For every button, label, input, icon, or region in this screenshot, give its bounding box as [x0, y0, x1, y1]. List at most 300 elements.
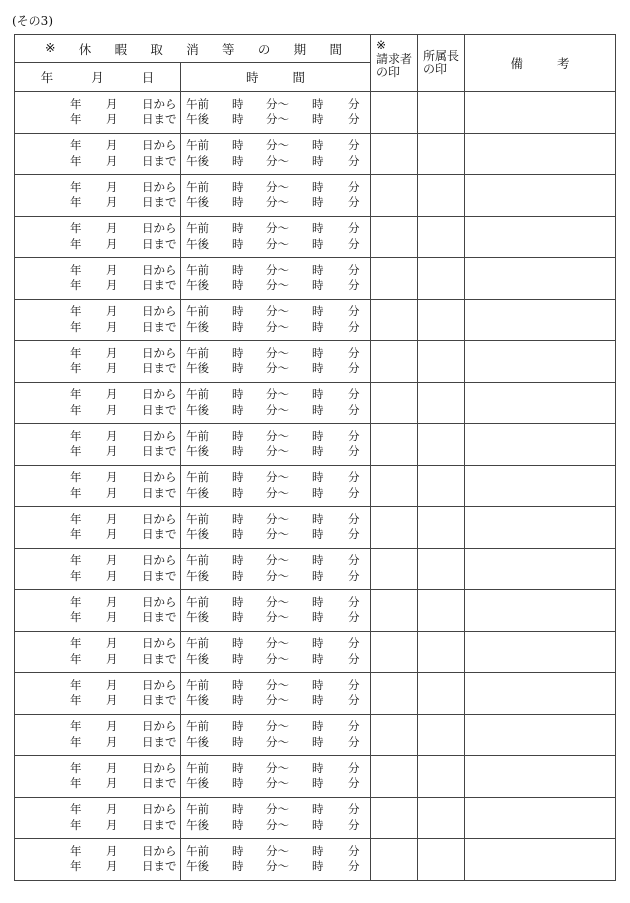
month-label: 月: [106, 568, 118, 583]
minute-label: 分: [348, 610, 360, 625]
hour-label: 時: [232, 553, 244, 568]
day-label: 日から: [142, 428, 177, 443]
hour-label: 時: [312, 319, 324, 334]
remarks-cell[interactable]: [465, 465, 616, 507]
date-cell[interactable]: [15, 175, 181, 217]
year-label: 年: [70, 594, 82, 609]
year-label: 年: [70, 677, 82, 692]
table-row: [15, 548, 616, 590]
hour-label: 時: [232, 195, 244, 210]
minute-label: 分〜: [266, 568, 289, 583]
minute-label: 分: [348, 651, 360, 666]
requester-seal-cell[interactable]: [371, 216, 418, 258]
day-label: 日まで: [142, 485, 177, 500]
date-cell[interactable]: [15, 216, 181, 258]
hour-label: 時: [312, 444, 324, 459]
minute-label: 分〜: [266, 734, 289, 749]
year-label: 年: [70, 345, 82, 360]
minute-label: 分〜: [266, 179, 289, 194]
ampm-label: 午前: [186, 387, 209, 402]
month-label: 月: [106, 470, 118, 485]
day-label: 日まで: [142, 568, 177, 583]
minute-label: 分〜: [266, 527, 289, 542]
year-label: 年: [70, 278, 82, 293]
remarks-cell[interactable]: [465, 341, 616, 383]
year-label: 年: [70, 402, 82, 417]
minute-label: 分: [348, 568, 360, 583]
year-label: 年: [70, 817, 82, 832]
requester-seal-cell[interactable]: [371, 258, 418, 300]
hour-label: 時: [312, 610, 324, 625]
requester-seal-cell[interactable]: [371, 424, 418, 466]
minute-label: 分〜: [266, 319, 289, 334]
day-label: 日まで: [142, 527, 177, 542]
minute-label: 分: [348, 153, 360, 168]
remarks-cell[interactable]: [465, 424, 616, 466]
minute-label: 分〜: [266, 511, 289, 526]
hour-label: 時: [312, 843, 324, 858]
date-cell[interactable]: [15, 839, 181, 881]
time-cell[interactable]: [181, 673, 371, 715]
ampm-label: 午前: [186, 636, 209, 651]
requester-seal-cell[interactable]: [371, 673, 418, 715]
hour-label: 時: [312, 470, 324, 485]
year-label: 年: [70, 693, 82, 708]
minute-label: 分〜: [266, 402, 289, 417]
manager-seal-cell[interactable]: [418, 797, 465, 839]
requester-seal-cell[interactable]: [371, 382, 418, 424]
requester-seal-cell[interactable]: [371, 299, 418, 341]
minute-label: 分: [348, 304, 360, 319]
month-label: 月: [106, 319, 118, 334]
minute-label: 分: [348, 361, 360, 376]
remarks-cell[interactable]: [465, 548, 616, 590]
manager-seal-cell[interactable]: [418, 631, 465, 673]
hour-label: 時: [312, 236, 324, 251]
day-label: 日まで: [142, 319, 177, 334]
date-cell[interactable]: [15, 133, 181, 175]
minute-label: 分: [348, 511, 360, 526]
date-cell[interactable]: [15, 714, 181, 756]
table-row: [15, 216, 616, 258]
ampm-label: 午前: [186, 594, 209, 609]
day-label: 日から: [142, 511, 177, 526]
time-cell[interactable]: [181, 133, 371, 175]
year-label: 年: [70, 153, 82, 168]
month-label: 月: [106, 153, 118, 168]
hour-label: 時: [232, 776, 244, 791]
ampm-label: 午後: [186, 278, 209, 293]
date-cell[interactable]: [15, 631, 181, 673]
year-label: 年: [70, 262, 82, 277]
minute-label: 分: [348, 444, 360, 459]
requester-seal-cell[interactable]: [371, 465, 418, 507]
hour-label: 時: [312, 304, 324, 319]
ampm-label: 午後: [186, 776, 209, 791]
year-label: 年: [70, 444, 82, 459]
minute-label: 分: [348, 719, 360, 734]
ampm-label: 午前: [186, 677, 209, 692]
manager-seal-cell[interactable]: [418, 92, 465, 134]
ampm-label: 午前: [186, 262, 209, 277]
minute-label: 分: [348, 319, 360, 334]
day-label: 日まで: [142, 776, 177, 791]
manager-seal-cell[interactable]: [418, 382, 465, 424]
day-label: 日から: [142, 636, 177, 651]
manager-seal-cell[interactable]: [418, 507, 465, 549]
ampm-label: 午後: [186, 236, 209, 251]
hour-label: 時: [232, 304, 244, 319]
manager-seal-cell[interactable]: [418, 133, 465, 175]
day-label: 日から: [142, 677, 177, 692]
time-cell[interactable]: [181, 299, 371, 341]
time-cell[interactable]: [181, 92, 371, 134]
year-label: 年: [70, 553, 82, 568]
hour-label: 時: [312, 278, 324, 293]
minute-label: 分〜: [266, 304, 289, 319]
manager-seal-cell[interactable]: [418, 839, 465, 881]
time-cell[interactable]: [181, 216, 371, 258]
requester-seal-cell[interactable]: [371, 507, 418, 549]
day-label: 日から: [142, 345, 177, 360]
hour-label: 時: [312, 485, 324, 500]
requester-seal-cell[interactable]: [371, 839, 418, 881]
year-label: 年: [70, 304, 82, 319]
year-label: 年: [70, 760, 82, 775]
remarks-cell[interactable]: [465, 175, 616, 217]
hour-label: 時: [312, 138, 324, 153]
date-cell[interactable]: [15, 797, 181, 839]
requester-seal-cell[interactable]: [371, 133, 418, 175]
month-label: 月: [106, 859, 118, 874]
day-label: 日まで: [142, 402, 177, 417]
hour-label: 時: [312, 677, 324, 692]
date-cell[interactable]: [15, 548, 181, 590]
day-label: 日まで: [142, 693, 177, 708]
year-label: 年: [70, 195, 82, 210]
requester-seal-cell[interactable]: [371, 714, 418, 756]
day-label: 日まで: [142, 610, 177, 625]
hour-label: 時: [232, 236, 244, 251]
time-cell[interactable]: [181, 341, 371, 383]
month-label: 月: [106, 361, 118, 376]
remarks-cell[interactable]: [465, 382, 616, 424]
day-label: 日から: [142, 470, 177, 485]
manager-seal-cell[interactable]: [418, 548, 465, 590]
month-label: 月: [106, 817, 118, 832]
ampm-label: 午前: [186, 511, 209, 526]
ampm-label: 午後: [186, 195, 209, 210]
ampm-label: 午前: [186, 760, 209, 775]
hour-label: 時: [232, 485, 244, 500]
ampm-label: 午後: [186, 651, 209, 666]
table-row: [15, 258, 616, 300]
month-label: 月: [106, 802, 118, 817]
table-row: [15, 175, 616, 217]
hour-label: 時: [312, 195, 324, 210]
hour-label: 時: [312, 553, 324, 568]
ampm-label: 午前: [186, 345, 209, 360]
minute-label: 分: [348, 594, 360, 609]
date-cell[interactable]: [15, 590, 181, 632]
manager-seal-cell[interactable]: [418, 756, 465, 798]
hour-label: 時: [232, 345, 244, 360]
day-label: 日から: [142, 802, 177, 817]
minute-label: 分: [348, 734, 360, 749]
hour-label: 時: [232, 651, 244, 666]
day-label: 日まで: [142, 153, 177, 168]
date-cell[interactable]: [15, 673, 181, 715]
hour-label: 時: [232, 610, 244, 625]
minute-label: 分〜: [266, 262, 289, 277]
time-cell[interactable]: [181, 548, 371, 590]
year-label: 年: [70, 96, 82, 111]
minute-label: 分: [348, 677, 360, 692]
day-label: 日まで: [142, 734, 177, 749]
table-row: [15, 590, 616, 632]
time-cell[interactable]: [181, 424, 371, 466]
ampm-label: 午後: [186, 568, 209, 583]
minute-label: 分: [348, 262, 360, 277]
minute-label: 分〜: [266, 776, 289, 791]
year-label: 年: [70, 179, 82, 194]
table-row: [15, 341, 616, 383]
year-label: 年: [70, 428, 82, 443]
minute-label: 分: [348, 470, 360, 485]
ampm-label: 午前: [186, 304, 209, 319]
hour-label: 時: [312, 387, 324, 402]
table-row: [15, 507, 616, 549]
year-label: 年: [70, 138, 82, 153]
minute-label: 分: [348, 345, 360, 360]
year-label: 年: [70, 734, 82, 749]
remarks-cell[interactable]: [465, 673, 616, 715]
hour-label: 時: [232, 278, 244, 293]
manager-seal-cell[interactable]: [418, 465, 465, 507]
remarks-cell[interactable]: [465, 756, 616, 798]
manager-seal-cell[interactable]: [418, 424, 465, 466]
time-cell[interactable]: [181, 507, 371, 549]
day-label: 日から: [142, 387, 177, 402]
date-cell[interactable]: [15, 341, 181, 383]
date-cell[interactable]: [15, 382, 181, 424]
requester-seal-cell[interactable]: [371, 92, 418, 134]
day-label: 日まで: [142, 112, 177, 127]
date-cell[interactable]: [15, 92, 181, 134]
table-row: [15, 424, 616, 466]
time-cell[interactable]: [181, 797, 371, 839]
year-label: 年: [70, 859, 82, 874]
remarks-cell[interactable]: [465, 590, 616, 632]
manager-seal-cell[interactable]: [418, 299, 465, 341]
date-cell[interactable]: [15, 299, 181, 341]
manager-seal-cell[interactable]: [418, 258, 465, 300]
month-label: 月: [106, 262, 118, 277]
hour-label: 時: [232, 361, 244, 376]
month-label: 月: [106, 610, 118, 625]
remarks-cell[interactable]: [465, 258, 616, 300]
date-header-char: 月: [91, 70, 104, 85]
date-cell[interactable]: [15, 258, 181, 300]
hour-label: 時: [312, 96, 324, 111]
leave-cancellation-table: [14, 34, 616, 881]
year-label: 年: [70, 470, 82, 485]
date-cell[interactable]: [15, 507, 181, 549]
day-label: 日まで: [142, 651, 177, 666]
minute-label: 分: [348, 859, 360, 874]
minute-label: 分〜: [266, 236, 289, 251]
date-cell[interactable]: [15, 424, 181, 466]
requester-seal-cell[interactable]: [371, 341, 418, 383]
time-header-char: 間: [292, 70, 306, 85]
manager-seal-header: [418, 35, 465, 92]
day-label: 日から: [142, 553, 177, 568]
table-row: [15, 92, 616, 134]
year-label: 年: [70, 527, 82, 542]
day-label: 日から: [142, 221, 177, 236]
year-label: 年: [70, 719, 82, 734]
time-cell[interactable]: [181, 382, 371, 424]
minute-label: 分: [348, 428, 360, 443]
ampm-label: 午後: [186, 444, 209, 459]
hour-label: 時: [312, 817, 324, 832]
minute-label: 分: [348, 636, 360, 651]
month-label: 月: [106, 636, 118, 651]
time-cell[interactable]: [181, 465, 371, 507]
manager-seal-cell[interactable]: [418, 216, 465, 258]
ampm-label: 午後: [186, 693, 209, 708]
requester-seal-cell[interactable]: [371, 548, 418, 590]
remarks-cell[interactable]: [465, 839, 616, 881]
hour-label: 時: [232, 719, 244, 734]
remarks-cell[interactable]: [465, 797, 616, 839]
remarks-cell[interactable]: [465, 507, 616, 549]
minute-label: 分〜: [266, 693, 289, 708]
hour-label: 時: [312, 734, 324, 749]
month-label: 月: [106, 693, 118, 708]
time-cell[interactable]: [181, 756, 371, 798]
remarks-cell[interactable]: [465, 216, 616, 258]
day-label: 日まで: [142, 278, 177, 293]
hour-label: 時: [232, 693, 244, 708]
minute-label: 分〜: [266, 817, 289, 832]
remarks-cell[interactable]: [465, 133, 616, 175]
hour-label: 時: [232, 444, 244, 459]
month-label: 月: [106, 511, 118, 526]
manager-seal-cell[interactable]: [418, 590, 465, 632]
time-header: [181, 63, 371, 92]
hour-label: 時: [232, 594, 244, 609]
minute-label: 分: [348, 485, 360, 500]
manager-seal-cell[interactable]: [418, 673, 465, 715]
remarks-cell[interactable]: [465, 631, 616, 673]
requester-seal-cell[interactable]: [371, 797, 418, 839]
day-label: 日から: [142, 96, 177, 111]
time-cell[interactable]: [181, 258, 371, 300]
minute-label: 分: [348, 802, 360, 817]
table-row: [15, 673, 616, 715]
month-label: 月: [106, 594, 118, 609]
hour-label: 時: [232, 734, 244, 749]
date-cell[interactable]: [15, 465, 181, 507]
month-label: 月: [106, 387, 118, 402]
month-label: 月: [106, 677, 118, 692]
hour-label: 時: [232, 387, 244, 402]
ampm-label: 午前: [186, 221, 209, 236]
manager-seal-cell[interactable]: [418, 175, 465, 217]
year-label: 年: [70, 485, 82, 500]
minute-label: 分〜: [266, 636, 289, 651]
hour-label: 時: [312, 594, 324, 609]
year-label: 年: [70, 361, 82, 376]
year-label: 年: [70, 843, 82, 858]
ampm-label: 午後: [186, 361, 209, 376]
month-label: 月: [106, 278, 118, 293]
time-cell[interactable]: [181, 175, 371, 217]
month-label: 月: [106, 221, 118, 236]
time-cell[interactable]: [181, 714, 371, 756]
requester-seal-cell[interactable]: [371, 590, 418, 632]
month-label: 月: [106, 345, 118, 360]
minute-label: 分〜: [266, 387, 289, 402]
minute-label: 分〜: [266, 719, 289, 734]
requester-seal-cell[interactable]: [371, 756, 418, 798]
requester-label: 請求者: [376, 51, 413, 66]
ampm-label: 午後: [186, 527, 209, 542]
minute-label: 分〜: [266, 428, 289, 443]
remarks-char: 備: [510, 56, 524, 71]
minute-label: 分: [348, 112, 360, 127]
minute-label: 分: [348, 179, 360, 194]
minute-label: 分〜: [266, 221, 289, 236]
minute-label: 分: [348, 387, 360, 402]
minute-label: 分〜: [266, 138, 289, 153]
month-label: 月: [106, 195, 118, 210]
requester-seal-cell[interactable]: [371, 175, 418, 217]
hour-label: 時: [232, 527, 244, 542]
remarks-cell[interactable]: [465, 92, 616, 134]
period-header-char: 消: [186, 41, 199, 57]
time-cell[interactable]: [181, 839, 371, 881]
hour-label: 時: [312, 153, 324, 168]
minute-label: 分〜: [266, 361, 289, 376]
period-header-char: の: [257, 41, 271, 57]
year-label: 年: [70, 511, 82, 526]
minute-label: 分: [348, 138, 360, 153]
requester-seal-cell[interactable]: [371, 631, 418, 673]
requester-seal-label: の印: [376, 65, 401, 79]
manager-seal-cell[interactable]: [418, 341, 465, 383]
remarks-cell[interactable]: [465, 714, 616, 756]
remarks-cell[interactable]: [465, 299, 616, 341]
month-label: 月: [106, 304, 118, 319]
date-cell[interactable]: [15, 756, 181, 798]
hour-label: 時: [232, 138, 244, 153]
minute-label: 分〜: [266, 278, 289, 293]
period-header-char: 休: [78, 41, 92, 57]
ampm-label: 午後: [186, 112, 209, 127]
year-label: 年: [70, 236, 82, 251]
time-cell[interactable]: [181, 590, 371, 632]
minute-label: 分〜: [266, 553, 289, 568]
manager-seal-cell[interactable]: [418, 714, 465, 756]
time-cell[interactable]: [181, 631, 371, 673]
period-header-char: ※: [45, 39, 56, 55]
minute-label: 分: [348, 278, 360, 293]
table-row: [15, 797, 616, 839]
minute-label: 分〜: [266, 594, 289, 609]
ampm-label: 午後: [186, 485, 209, 500]
